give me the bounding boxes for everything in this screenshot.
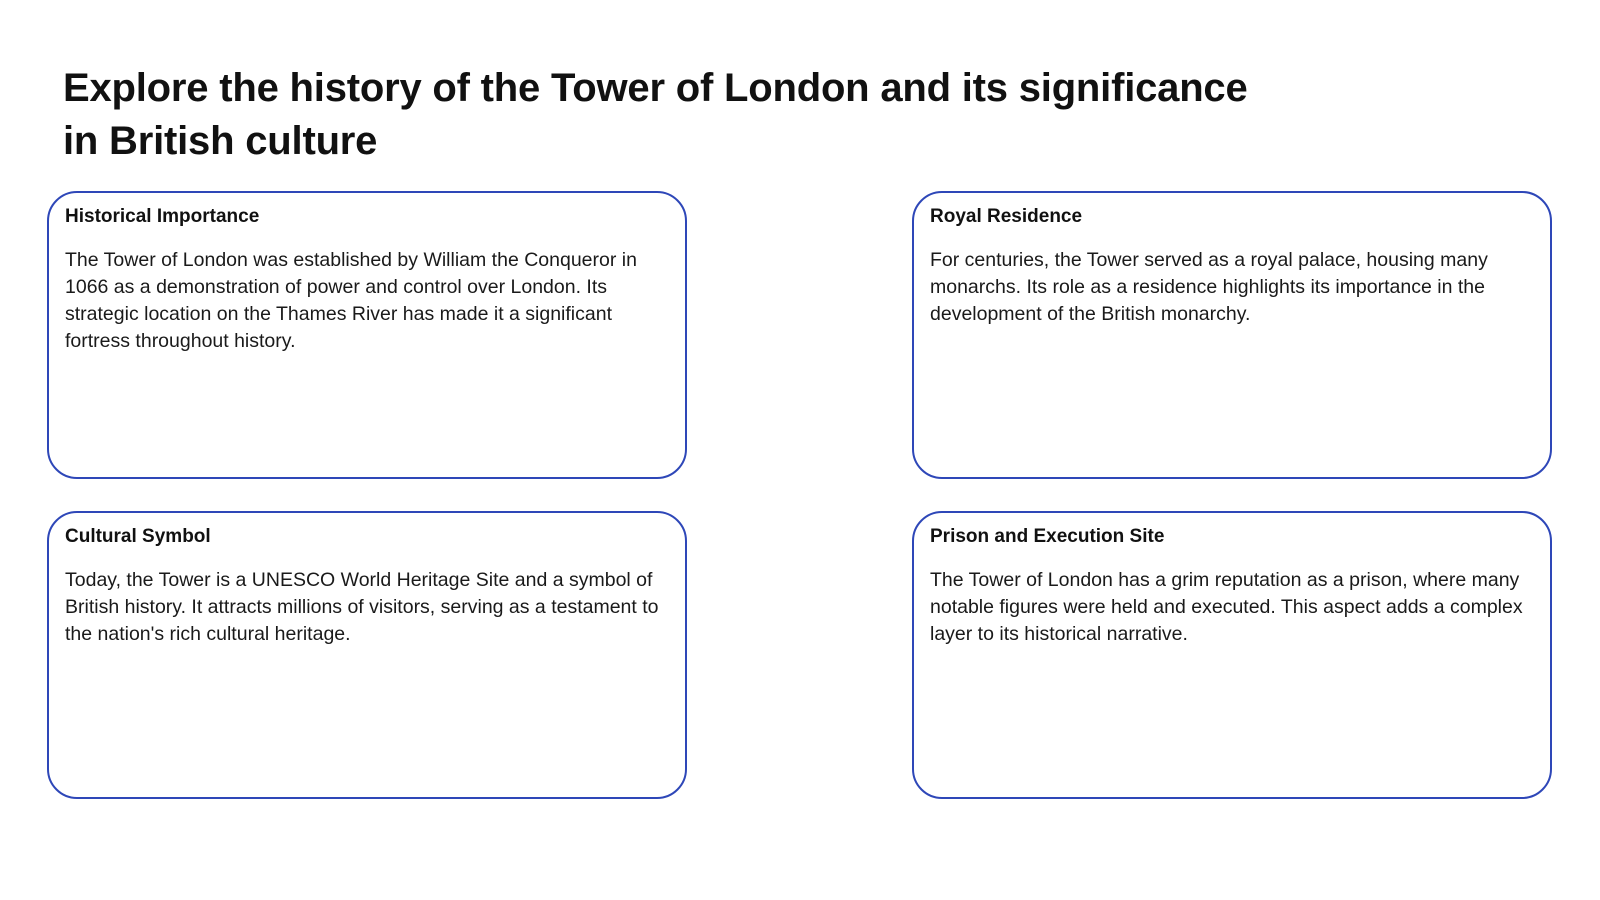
card-heading: Prison and Execution Site xyxy=(930,526,1165,547)
card-body: Today, the Tower is a UNESCO World Heritage Site and a symbol of British history. It attracts millions of visitors, serving as a testament to the nation's rich cultural heritage. xyxy=(65,569,659,645)
slide-title: Explore the history of the Tower of London and its significance in British culture xyxy=(63,66,1248,163)
card-historical-importance xyxy=(47,191,687,479)
card-body: The Tower of London was established by William the Conqueror in 1066 as a demonstration of power and control over London. Its strategic location on the Thames River has made it a significant fortress throughout history. xyxy=(65,249,637,352)
card-body: The Tower of London has a grim reputation as a prison, where many notable figures were held and executed. This aspect adds a complex layer to its historical narrative. xyxy=(930,569,1523,645)
card-heading: Historical Importance xyxy=(65,206,260,227)
card-prison-and-execution-site xyxy=(912,511,1552,799)
card-cultural-symbol xyxy=(47,511,687,799)
card-heading: Royal Residence xyxy=(930,206,1083,227)
card-heading: Cultural Symbol xyxy=(65,526,211,547)
card-royal-residence xyxy=(912,191,1552,479)
card-body: For centuries, the Tower served as a royal palace, housing many monarchs. Its role as a residence highlights its importance in the development of the British monarchy. xyxy=(930,249,1488,325)
